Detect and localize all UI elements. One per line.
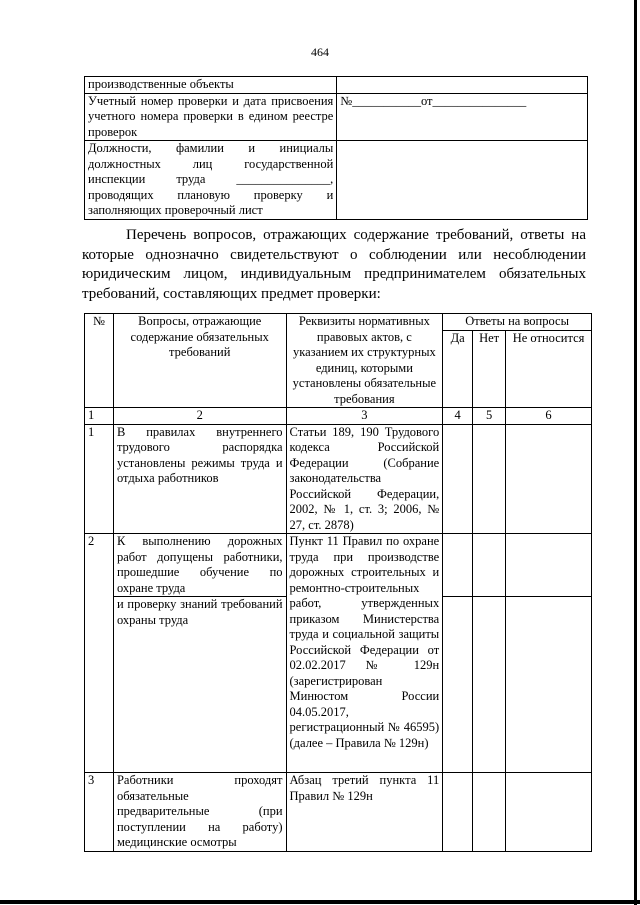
inspectors-line-3: инспекции труда _______________, xyxy=(88,172,334,186)
inspectors-line-4: проводящих плановую проверку и xyxy=(88,187,334,202)
row-3-yes xyxy=(443,773,473,852)
table-row xyxy=(85,773,592,852)
row-2-requisite: Пункт 11 Правил по охране труда при производстве дорожных строительных и ремонтно-строительных работ, утвержденных приказом Министерства труда и социальной защиты Российской Федерации от 02.02.2017 № 129н (зарегистрирован Минюстом России 04.05.2017, регистрационный № 46595) (далее – Правила № 129н) xyxy=(286,534,443,773)
row-2-question-b: и проверку знаний требований охраны труда xyxy=(113,597,286,773)
inspectors-label xyxy=(85,141,337,220)
header-questions: Вопросы, отражающие содержание обязательных требований xyxy=(113,314,286,408)
checklist-table xyxy=(84,313,592,852)
row-2-number: 2 xyxy=(85,534,114,773)
header-not-applicable: Не относится xyxy=(506,330,592,407)
column-number-3: 3 xyxy=(286,408,443,425)
row-1-not-applicable xyxy=(506,424,592,534)
row-3-question: Работники проходят обязательные предварительные (при поступлении на работу) медицинские осмотры xyxy=(113,773,286,852)
row-3-no xyxy=(473,773,506,852)
row-1-requisite: Статьи 189, 190 Трудового кодекса Российской Федерации (Собрание законодательства Российской Федерации, 2002, № 1, ст. 3; 2006, № 27, ст. 2878) xyxy=(286,424,443,534)
header-no: Нет xyxy=(473,330,506,407)
table-row xyxy=(85,424,592,534)
inspectors-line-5: заполняющих проверочный лист xyxy=(88,203,263,217)
row-3-number: 3 xyxy=(85,773,114,852)
page-number: 464 xyxy=(311,45,329,59)
page-frame-right xyxy=(634,0,637,905)
row-2a-yes xyxy=(443,534,473,597)
row-2b-yes xyxy=(443,597,473,773)
questions-intro-text: Перечень вопросов, отражающих содержание требований, ответы на которые однозначно свидетельствуют о соблюдении или несоблюдении юридическим лицом, индивидуальным предпринимателем обязательных требований, составляющих предмет проверки: xyxy=(82,227,586,302)
row-2b-not-applicable xyxy=(506,597,592,773)
objects-value-cell xyxy=(337,77,588,94)
row-3-requisite: Абзац третий пункта 11 Правил № 129н xyxy=(286,773,443,852)
row-3-not-applicable xyxy=(506,773,592,852)
inspection-number-label: Учетный номер проверки и дата присвоения учетного номера проверки в едином реестре проверок xyxy=(85,93,337,141)
row-2b-no xyxy=(473,597,506,773)
inspection-info-table xyxy=(84,76,588,220)
header-requisites: Реквизиты нормативных правовых актов, с указанием их структурных единиц, которыми установлены обязательные требования xyxy=(286,314,443,408)
row-1-yes xyxy=(443,424,473,534)
header-number: № xyxy=(85,314,114,408)
row-1-number: 1 xyxy=(85,424,114,534)
column-number-5: 5 xyxy=(473,408,506,425)
inspectors-value xyxy=(337,141,588,220)
header-yes: Да xyxy=(443,330,473,407)
column-number-4: 4 xyxy=(443,408,473,425)
column-number-6: 6 xyxy=(506,408,592,425)
column-number-2: 2 xyxy=(113,408,286,425)
objects-cell: производственные объекты xyxy=(85,77,337,94)
row-2a-not-applicable xyxy=(506,534,592,597)
row-1-question: В правилах внутреннего трудового распорядка установлены режимы труда и отдыха работников xyxy=(113,424,286,534)
inspectors-line-2: должностных лиц государственной xyxy=(88,156,334,171)
row-2a-no xyxy=(473,534,506,597)
row-1-no xyxy=(473,424,506,534)
questions-intro-paragraph xyxy=(82,226,586,304)
table-row xyxy=(85,534,592,597)
page-frame-bottom xyxy=(0,900,640,904)
inspectors-line-1: Должности, фамилии и инициалы xyxy=(88,141,334,155)
header-answers: Ответы на вопросы xyxy=(443,314,592,331)
row-2-question-a: К выполнению дорожных работ допущены работники, прошедшие обучение по охране труда xyxy=(113,534,286,597)
inspection-number-value: №___________от_______________ xyxy=(337,93,588,141)
column-number-1: 1 xyxy=(85,408,114,425)
